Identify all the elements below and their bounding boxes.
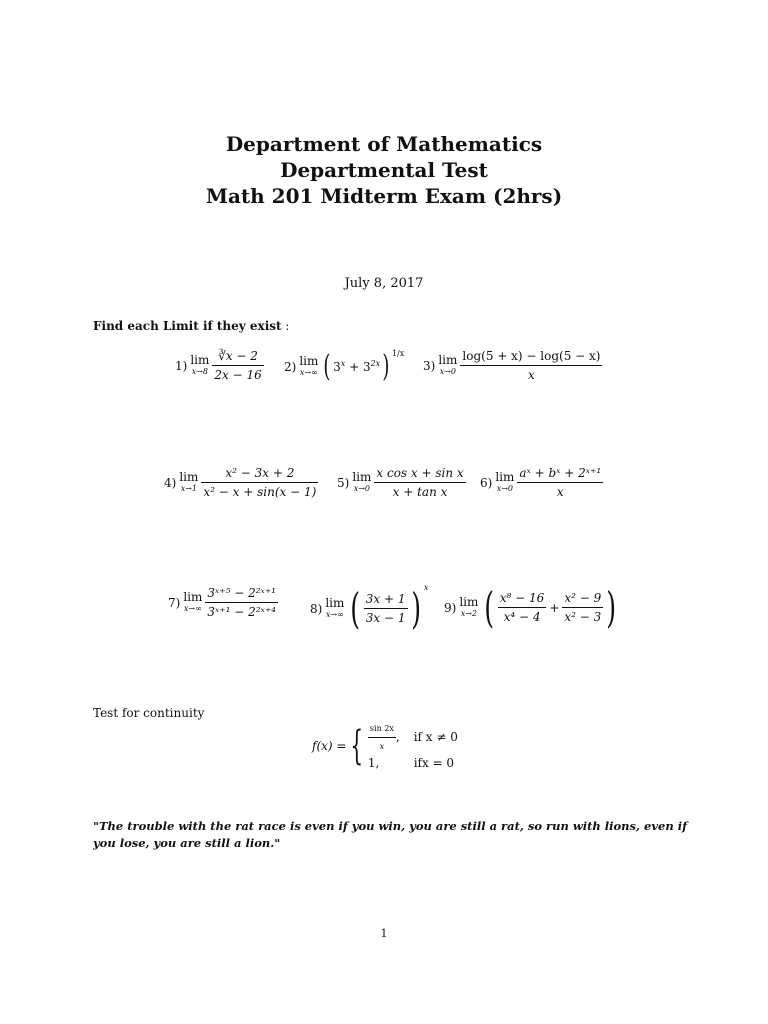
limit-operator [495, 469, 515, 494]
numerator: 3x + 1 [364, 592, 408, 609]
case-condition: ifx = 0 [413, 756, 455, 770]
page-number: 1 [380, 927, 388, 940]
plus-sign: + [549, 600, 560, 615]
denominator: 2x − 16 [214, 368, 262, 382]
case-row [368, 720, 464, 755]
numerator: aˣ + bˣ + 2ˣ⁺¹ [517, 466, 603, 483]
denominator: x² − 3 [564, 610, 602, 624]
limit-subscript: x→0 [353, 483, 371, 493]
problem-8 [310, 583, 428, 633]
limit-operator [183, 589, 203, 614]
lim-word: lim [190, 352, 210, 367]
quote: "The trouble with the rat race is even if you win, you are still a rat, so run with lions, even if you lose, you are still a lion." [93, 819, 688, 850]
header-line-2: Departmental Test [280, 158, 488, 182]
lim-word: lim [352, 469, 372, 484]
exponent: x [340, 359, 346, 368]
case-value: 1, [367, 756, 380, 770]
problem-number: 7) [168, 595, 181, 610]
problem-number: 5) [337, 475, 350, 490]
instruction-text: Find each Limit if they exist [93, 319, 282, 333]
problem-number: 6) [480, 475, 493, 490]
limit-subscript: x→∞ [299, 367, 318, 377]
limit-operator [299, 353, 319, 378]
limit-operator [459, 594, 479, 619]
problem-number: 4) [164, 475, 177, 490]
problem-number: 1) [175, 358, 188, 373]
cases-table [368, 720, 464, 772]
denominator: 3ˣ⁺¹ − 2²ˣ⁺⁴ [207, 605, 276, 619]
limit-subscript: x→2 [460, 608, 478, 618]
header-line-1: Department of Mathematics [225, 132, 543, 156]
plus-term: + 3 [345, 360, 371, 374]
lim-word: lim [438, 352, 458, 367]
left-brace: { [350, 723, 364, 769]
problem-number: 2) [284, 359, 297, 374]
limit-operator [352, 469, 372, 494]
left-paren: ( [484, 583, 495, 632]
fraction-2 [562, 591, 603, 624]
limit-subscript: x→1 [180, 483, 198, 493]
numerator: ∛x − 2 [212, 349, 263, 366]
numerator: x² − 3x + 2 [201, 466, 318, 483]
left-paren: ( [350, 584, 361, 633]
lim-word: lim [183, 589, 203, 604]
limit-operator [438, 352, 458, 377]
outer-exponent: 1/x [391, 349, 405, 358]
fraction [460, 349, 602, 382]
fraction [205, 586, 278, 619]
numerator: log(5 + x) − log(5 − x) [460, 349, 602, 366]
lim-word: lim [299, 353, 319, 368]
problem-4 [164, 466, 318, 499]
problem-number: 8) [310, 601, 323, 616]
problem-1 [175, 349, 264, 382]
problem-3 [423, 349, 602, 382]
base: 3 [333, 360, 341, 374]
left-paren: ( [323, 349, 331, 384]
lim-word: lim [495, 469, 515, 484]
outer-exponent: x [423, 583, 429, 592]
numerator: x² − 9 [562, 591, 603, 608]
case-value [368, 720, 406, 755]
header-line-3: Math 201 Midterm Exam (2hrs) [205, 184, 563, 208]
numerator: sin 2x [368, 720, 396, 738]
case-condition: if x ≠ 0 [413, 730, 458, 744]
fraction [201, 466, 318, 499]
exam-date: July 8, 2017 [344, 276, 424, 291]
lim-word: lim [179, 469, 199, 484]
denominator: x [556, 485, 564, 499]
function-name: f(x) = [312, 739, 347, 753]
numerator: x cos x + sin x [374, 466, 465, 483]
problem-9 [444, 583, 620, 632]
comma: , [395, 730, 400, 744]
denominator: x + tan x [392, 485, 448, 499]
problem-number: 9) [444, 600, 457, 615]
limit-subscript: x→∞ [183, 603, 202, 613]
piecewise-function [312, 720, 464, 772]
fraction [212, 349, 263, 382]
fraction [364, 592, 408, 625]
exponent: 2x [370, 359, 381, 368]
expression [333, 360, 380, 374]
fraction [517, 466, 603, 499]
lim-word: lim [325, 595, 345, 610]
continuity-label: Test for continuity [93, 706, 205, 720]
instruction [93, 319, 289, 333]
lim-word: lim [459, 594, 479, 609]
numerator: 3ˣ⁺⁵ − 2²ˣ⁺¹ [205, 586, 278, 603]
case-row [368, 755, 464, 772]
right-paren: ) [410, 584, 421, 633]
fraction [498, 591, 547, 624]
small-fraction [368, 720, 396, 755]
limit-subscript: x→0 [439, 366, 457, 376]
instruction-suffix: : [281, 319, 290, 333]
limit-subscript: x→0 [496, 483, 514, 493]
right-paren: ) [382, 349, 390, 384]
right-paren: ) [606, 583, 617, 632]
limit-subscript: x→8 [191, 366, 209, 376]
denominator: x [379, 742, 385, 751]
fraction [374, 466, 465, 499]
denominator: x² − x + sin(x − 1) [203, 485, 317, 499]
numerator: x⁸ − 16 [498, 591, 547, 608]
limit-subscript: x→∞ [325, 609, 344, 619]
problem-5 [337, 466, 466, 499]
limit-operator [190, 352, 210, 377]
denominator: 3x − 1 [365, 611, 406, 625]
denominator: x [528, 368, 535, 382]
limit-operator [325, 595, 345, 620]
problem-7 [168, 586, 278, 619]
problem-number: 3) [423, 358, 436, 373]
problem-2 [284, 349, 404, 384]
problem-6 [480, 466, 603, 499]
denominator: x⁴ − 4 [503, 610, 541, 624]
limit-operator [179, 469, 199, 494]
